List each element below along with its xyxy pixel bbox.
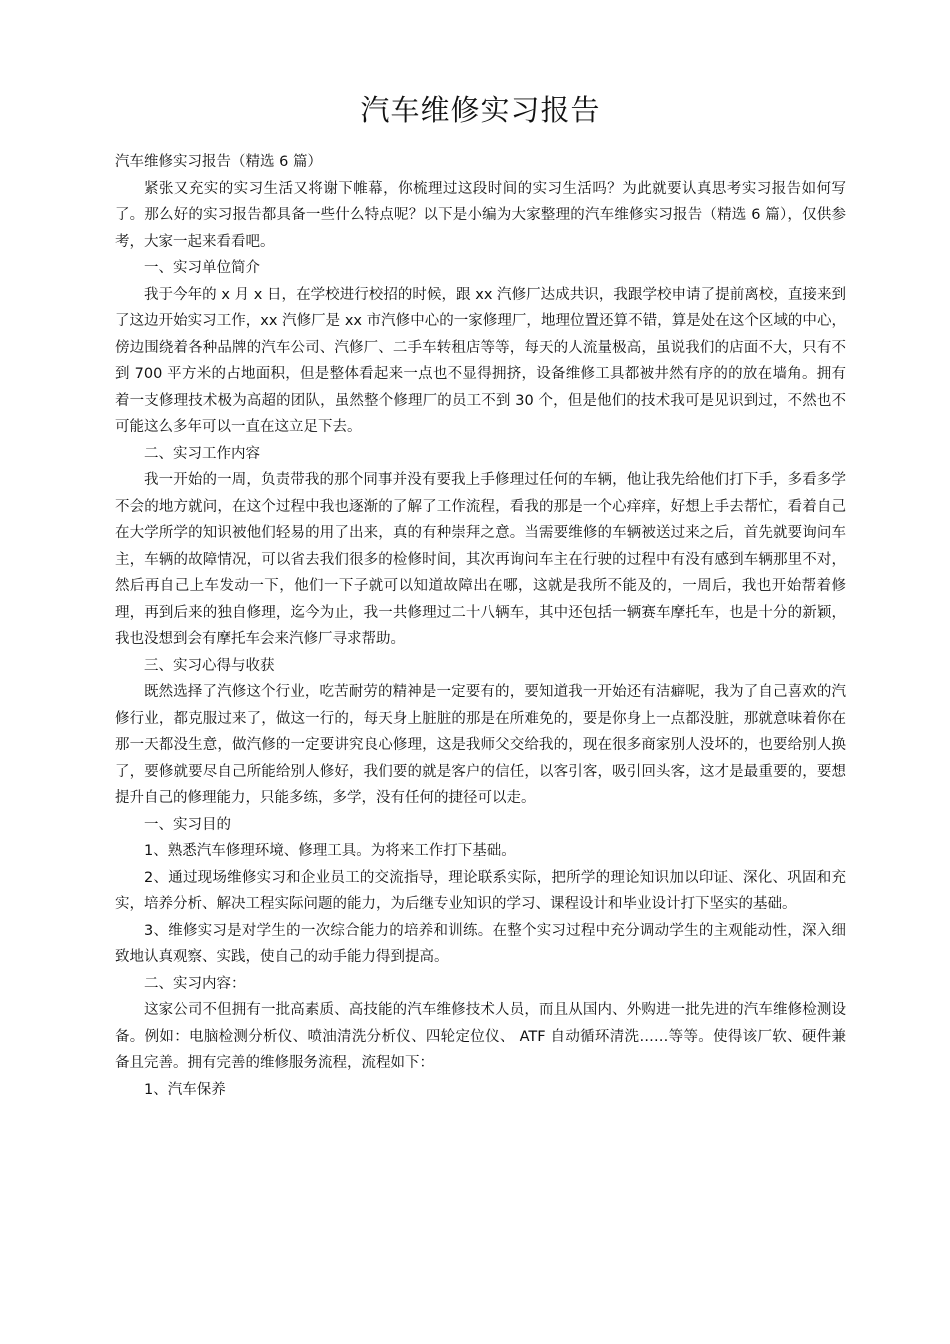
section-heading: 一、实习目的 [144, 816, 231, 833]
section-heading: 三、实习心得与收获 [144, 657, 275, 674]
section-heading: 二、实习工作内容 [144, 445, 260, 462]
list-item: 3、维修实习是对学生的一次综合能力的培养和训练。在整个实习过程中充分调动学生的主观能动性，深入细致地认真观察、实践，使自己的动手能力得到提高。 [115, 922, 846, 965]
doc-subtitle: 汽车维修实习报告（精选 6 篇） [115, 154, 322, 170]
document-body [115, 149, 846, 1103]
document-title: 汽车维修实习报告 [360, 93, 601, 127]
list-item: 2、通过现场维修实习和企业员工的交流指导，理论联系实际，把所学的理论知识加以印证、深化、巩固和充实，培养分析、解决工程实际问题的能力，为后继专业知识的学习、课程设计和毕业设计打下坚实的基础。 [115, 869, 846, 912]
body-paragraph: 我一开始的一周，负责带我的那个同事并没有要我上手修理过任何的车辆，他让我先给他们打下手，多看多学不会的地方就问，在这个过程中我也逐渐的了解了工作流程，看我的那是一个心痒痒，好想上手去帮忙，看着自己在大学所学的知识被他们轻易的用了出来，真的有种崇拜之意。当需要维修的车辆被送过来之后，首先就要询问车主，车辆的故障情况，可以省去我们很多的检修时间，其次再询问车主在行驶的过程中有没有感到车辆那里不对，然后再自己上车发动一下，他们一下子就可以知道故障出在哪，这就是我所不能及的，一周后，我也开始帮着修理，再到后来的独自修理，迄今为止，我一共修理过二十八辆车，其中还包括一辆赛车摩托车，也是十分的新颖，我也没想到会有摩托车会来汽修厂寻求帮助。 [115, 472, 846, 647]
section-heading: 二、实习内容： [144, 975, 246, 992]
body-paragraph: 这家公司不但拥有一批高素质、高技能的汽车维修技术人员，而且从国内、外购进一批先进的汽车维修检测设备。例如：电脑检测分析仪、喷油清洗分析仪、四轮定位仪、 ATF 自动循环清洗……等等。使得该厂软、硬件兼备且完善。拥有完善的维修服务流程，流程如下： [115, 1002, 846, 1071]
list-item: 1、熟悉汽车修理环境、修理工具。为将来工作打下基础。 [144, 843, 516, 859]
body-paragraph: 我于今年的 x 月 x 日，在学校进行校招的时候，跟 xx 汽修厂达成共识，我跟学校申请了提前离校，直接来到了这边开始实习工作，xx 汽修厂是 xx 市汽修中心的一家修理厂，地理位置还算不错，算是处在这个区域的中心，傍边围绕着各种品牌的汽车公司、汽修厂、二手车转租店等等，每天的人流量极高，虽说我们的店面不大，只有不到 700 平方米的占地面积，但是整体看起来一点也不显得拥挤，设备维修工具都被井然有序的的放在墙角。拥有着一支修理技术极为高超的团队，虽然整个修理厂的员工不到 30 个，但是他们的技术我可是见识到过，不然也不可能这么多年可以一直在这立足下去。 [115, 286, 846, 435]
section-heading: 一、实习单位简介 [144, 260, 260, 276]
body-paragraph: 既然选择了汽修这个行业，吃苦耐劳的精神是一定要有的，要知道我一开始还有洁癖呢，我为了自己喜欢的汽修行业，都克服过来了，做这一行的，每天身上脏脏的那是在所难免的，要是你身上一点都没脏，那就意味着你在那一天都没生意，做汽修的一定要讲究良心修理，这是我师父交给我的，现在很多商家别人没坏的，也要给别人换了，要修就要尽自己所能给别人修好，我们要的就是客户的信任，以客引客，吸引回头客，这才是最重要的，要想提升自己的修理能力，只能多练，多学，没有任何的捷径可以走。 [115, 684, 846, 806]
list-item: 1、汽车保养 [144, 1081, 226, 1098]
intro-paragraph: 紧张又充实的实习生活又将谢下帷幕，你梳理过这段时间的实习生活吗？为此就要认真思考实习报告如何写了。那么好的实习报告都具备一些什么特点呢？以下是小编为大家整理的汽车维修实习报告（精选 6 篇），仅供参考，大家一起来看看吧。 [115, 180, 846, 250]
